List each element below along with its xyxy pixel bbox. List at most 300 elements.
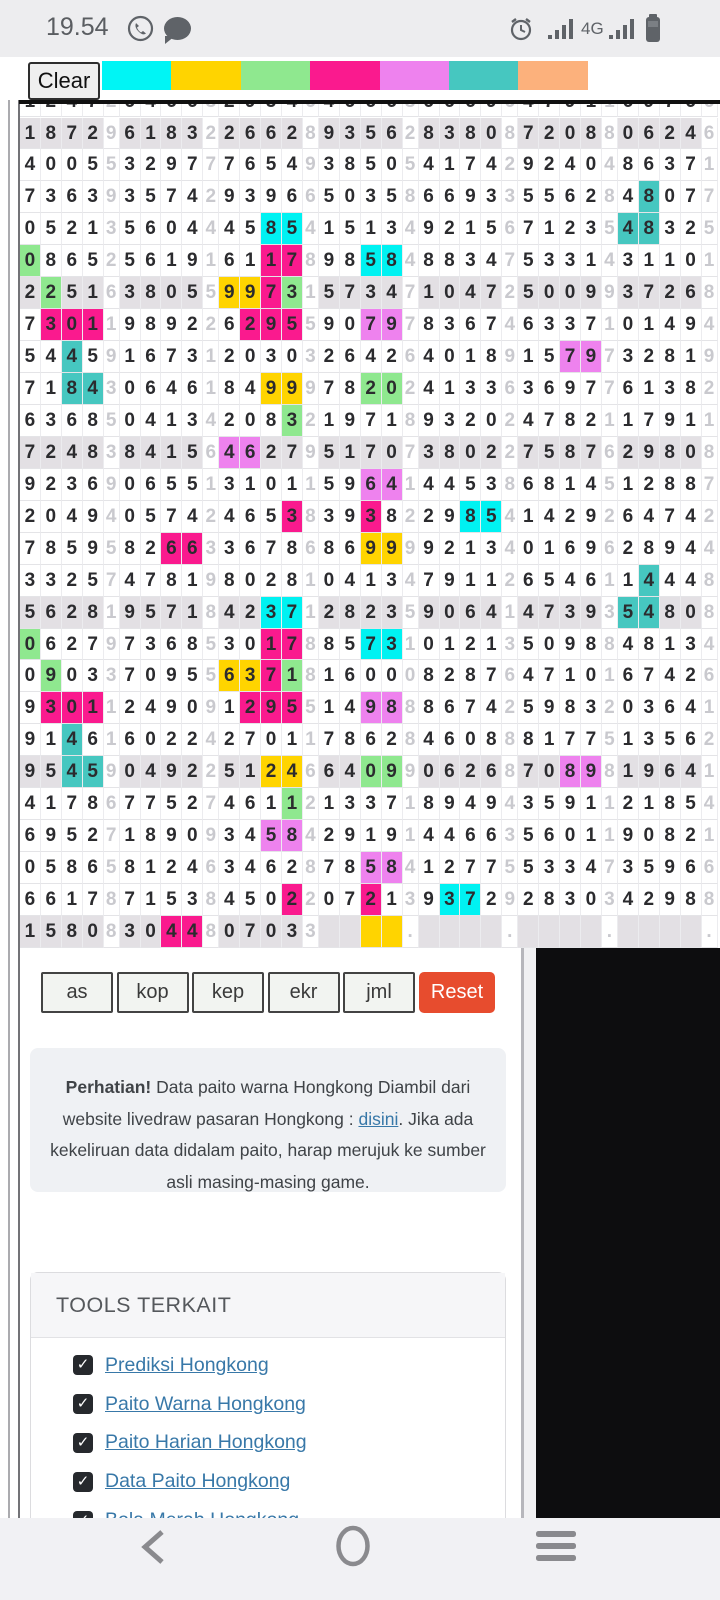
paito-digit-cell[interactable]: 6 <box>581 565 602 597</box>
paito-digit-cell[interactable]: 1 <box>618 565 639 597</box>
paito-digit-cell[interactable]: 6 <box>161 629 182 661</box>
tool-link[interactable]: Paito Warna Hongkong <box>105 1392 306 1415</box>
paito-digit-cell[interactable]: 6 <box>41 597 62 629</box>
paito-digit-cell[interactable]: 3 <box>20 565 41 597</box>
paito-digit-cell[interactable]: 5 <box>282 213 303 245</box>
paito-digit-cell[interactable]: 8 <box>261 405 282 437</box>
paito-digit-cell[interactable]: 2 <box>639 469 660 501</box>
paito-digit-cell[interactable]: 0 <box>20 213 41 245</box>
paito-digit-cell[interactable]: 1 <box>361 565 382 597</box>
paito-digit-cell[interactable]: 3 <box>182 884 203 916</box>
paito-digit-cell[interactable]: 8 <box>261 213 282 245</box>
paito-digit-cell[interactable]: 7 <box>581 373 602 405</box>
paito-digit-cell[interactable]: 8 <box>581 118 602 150</box>
paito-digit-cell[interactable]: 4 <box>83 373 104 405</box>
paito-digit-cell[interactable]: 7 <box>20 181 41 213</box>
paito-digit-cell[interactable]: 5 <box>83 565 104 597</box>
paito-digit-cell[interactable]: 7 <box>361 437 382 469</box>
paito-digit-cell[interactable]: 0 <box>581 884 602 916</box>
paito-digit-cell[interactable]: 4 <box>219 597 240 629</box>
paito-digit-cell[interactable]: 2 <box>83 118 104 150</box>
paito-digit-cell[interactable]: 8 <box>660 788 681 820</box>
paito-digit-cell[interactable]: 3 <box>361 277 382 309</box>
paito-digit-cell[interactable]: 3 <box>261 597 282 629</box>
paito-digit-cell[interactable]: 1 <box>539 213 560 245</box>
paito-digit-cell[interactable]: 4 <box>141 692 162 724</box>
paito-digit-cell[interactable]: 0 <box>340 309 361 341</box>
paito-digit-cell[interactable]: 7 <box>62 788 83 820</box>
paito-digit-cell[interactable]: 3 <box>481 533 502 565</box>
paito-digit-cell[interactable]: 2 <box>219 405 240 437</box>
paito-digit-cell[interactable]: 1 <box>319 405 340 437</box>
paito-digit-cell[interactable]: 6 <box>41 884 62 916</box>
paito-digit-cell[interactable]: 4 <box>518 405 539 437</box>
paito-digit-cell[interactable]: 9 <box>382 756 403 788</box>
paito-digit-cell[interactable]: 8 <box>581 629 602 661</box>
paito-digit-cell[interactable]: 1 <box>319 692 340 724</box>
paito-digit-cell[interactable]: 0 <box>161 277 182 309</box>
paito-digit-cell[interactable]: 8 <box>161 118 182 150</box>
paito-digit-cell[interactable] <box>382 916 403 948</box>
paito-digit-cell[interactable]: 1 <box>618 405 639 437</box>
paito-digit-cell[interactable]: 3 <box>382 565 403 597</box>
paito-digit-cell[interactable]: 4 <box>182 213 203 245</box>
paito-digit-cell[interactable]: 4 <box>618 884 639 916</box>
paito-digit-cell[interactable]: 8 <box>518 724 539 756</box>
paito-digit-cell[interactable]: 5 <box>282 692 303 724</box>
paito-digit-cell[interactable]: 8 <box>382 852 403 884</box>
paito-digit-cell[interactable]: 1 <box>319 788 340 820</box>
paito-digit-cell[interactable]: 3 <box>618 341 639 373</box>
paito-digit-cell[interactable]: 1 <box>518 341 539 373</box>
paito-digit-cell[interactable]: 2 <box>681 660 702 692</box>
paito-digit-cell[interactable]: 5 <box>660 724 681 756</box>
paito-digit-cell[interactable]: 4 <box>560 149 581 181</box>
paito-digit-cell[interactable]: 6 <box>481 756 502 788</box>
paito-digit-cell[interactable]: 5 <box>539 788 560 820</box>
paito-digit-cell[interactable]: 6 <box>83 852 104 884</box>
paito-digit-cell[interactable]: 9 <box>20 692 41 724</box>
paito-digit-cell[interactable]: 8 <box>340 724 361 756</box>
paito-digit-cell[interactable]: 7 <box>240 916 261 948</box>
paito-digit-cell[interactable]: 4 <box>62 724 83 756</box>
paito-digit-cell[interactable]: 5 <box>518 181 539 213</box>
paito-digit-cell[interactable]: 0 <box>62 309 83 341</box>
paito-digit-cell[interactable]: 5 <box>120 213 141 245</box>
paito-digit-cell[interactable]: 0 <box>560 820 581 852</box>
paito-digit-cell[interactable]: 2 <box>618 437 639 469</box>
paito-digit-cell[interactable]: 7 <box>20 437 41 469</box>
paito-digit-cell[interactable]: 6 <box>460 597 481 629</box>
paito-digit-cell[interactable]: 6 <box>261 118 282 150</box>
paito-digit-cell[interactable]: 3 <box>41 692 62 724</box>
paito-digit-cell[interactable]: 1 <box>261 629 282 661</box>
paito-digit-cell[interactable]: 0 <box>419 756 440 788</box>
paito-digit-cell[interactable] <box>361 916 382 948</box>
paito-digit-cell[interactable]: 8 <box>83 437 104 469</box>
paito-digit-cell[interactable]: 4 <box>219 213 240 245</box>
paito-digit-cell[interactable]: 8 <box>83 405 104 437</box>
paito-digit-cell[interactable]: 5 <box>83 756 104 788</box>
paito-digit-cell[interactable]: 4 <box>419 469 440 501</box>
paito-digit-cell[interactable]: 3 <box>83 181 104 213</box>
paito-digit-cell[interactable]: 1 <box>261 788 282 820</box>
paito-digit-cell[interactable]: 2 <box>62 597 83 629</box>
paito-digit-cell[interactable]: 0 <box>83 916 104 948</box>
paito-digit-cell[interactable]: 7 <box>120 660 141 692</box>
paito-digit-cell[interactable]: 0 <box>618 309 639 341</box>
paito-digit-cell[interactable]: 0 <box>681 245 702 277</box>
paito-digit-cell[interactable]: 0 <box>261 469 282 501</box>
paito-digit-cell[interactable] <box>440 916 461 948</box>
paito-digit-cell[interactable]: 2 <box>419 501 440 533</box>
paito-digit-cell[interactable]: 0 <box>419 629 440 661</box>
paito-digit-cell[interactable]: 8 <box>120 533 141 565</box>
paito-digit-cell[interactable]: 5 <box>20 597 41 629</box>
paito-digit-cell[interactable]: 1 <box>460 213 481 245</box>
paito-digit-cell[interactable]: 1 <box>182 597 203 629</box>
paito-digit-cell[interactable]: 3 <box>618 852 639 884</box>
paito-digit-cell[interactable]: 4 <box>440 469 461 501</box>
paito-digit-cell[interactable]: 5 <box>62 277 83 309</box>
paito-digit-cell[interactable]: 6 <box>62 405 83 437</box>
paito-digit-cell[interactable]: 4 <box>161 916 182 948</box>
paito-digit-cell[interactable]: 7 <box>460 884 481 916</box>
paito-digit-cell[interactable]: 4 <box>240 852 261 884</box>
paito-digit-cell[interactable]: 2 <box>161 852 182 884</box>
paito-digit-cell[interactable]: 3 <box>62 469 83 501</box>
paito-digit-cell[interactable]: 0 <box>361 660 382 692</box>
paito-digit-cell[interactable]: 3 <box>460 373 481 405</box>
paito-digit-cell[interactable]: 3 <box>282 916 303 948</box>
paito-digit-cell[interactable]: 7 <box>219 149 240 181</box>
paito-digit-cell[interactable]: 2 <box>282 884 303 916</box>
paito-digit-cell[interactable]: 8 <box>120 437 141 469</box>
paito-digit-cell[interactable]: 7 <box>518 213 539 245</box>
paito-digit-cell[interactable]: 5 <box>62 820 83 852</box>
paito-digit-cell[interactable] <box>681 916 702 948</box>
paito-digit-cell[interactable]: 3 <box>219 533 240 565</box>
paito-digit-cell[interactable]: 8 <box>382 245 403 277</box>
paito-digit-cell[interactable]: 1 <box>141 852 162 884</box>
paito-digit-cell[interactable]: 4 <box>681 118 702 150</box>
paito-digit-cell[interactable]: 7 <box>481 660 502 692</box>
paito-digit-cell[interactable]: 4 <box>618 629 639 661</box>
paito-digit-cell[interactable]: 3 <box>419 437 440 469</box>
paito-digit-cell[interactable]: 9 <box>340 405 361 437</box>
paito-digit-cell[interactable]: 3 <box>83 660 104 692</box>
paito-digit-cell[interactable]: 3 <box>440 884 461 916</box>
paito-digit-cell[interactable]: 9 <box>618 820 639 852</box>
paito-digit-cell[interactable]: 7 <box>161 341 182 373</box>
paito-digit-cell[interactable]: 9 <box>481 788 502 820</box>
paito-digit-cell[interactable]: 3 <box>319 501 340 533</box>
paito-digit-cell[interactable]: 6 <box>41 629 62 661</box>
disini-link[interactable]: disini <box>358 1108 399 1129</box>
paito-digit-cell[interactable]: 0 <box>618 692 639 724</box>
paito-digit-cell[interactable]: 9 <box>41 820 62 852</box>
paito-digit-cell[interactable]: 9 <box>120 309 141 341</box>
paito-digit-cell[interactable]: 7 <box>539 660 560 692</box>
paito-digit-cell[interactable]: 5 <box>161 884 182 916</box>
paito-digit-cell[interactable]: 1 <box>681 405 702 437</box>
paito-digit-cell[interactable]: 4 <box>660 309 681 341</box>
paito-digit-cell[interactable]: 7 <box>581 437 602 469</box>
paito-digit-cell[interactable]: 1 <box>240 245 261 277</box>
paito-digit-cell[interactable]: 4 <box>681 692 702 724</box>
paito-digit-cell[interactable]: 7 <box>639 405 660 437</box>
paito-digit-cell[interactable]: 2 <box>41 437 62 469</box>
paito-digit-cell[interactable]: 4 <box>62 756 83 788</box>
paito-digit-cell[interactable] <box>481 916 502 948</box>
paito-digit-cell[interactable]: 9 <box>382 820 403 852</box>
paito-digit-cell[interactable]: 3 <box>182 405 203 437</box>
paito-digit-cell[interactable]: 3 <box>518 373 539 405</box>
paito-digit-cell[interactable]: 1 <box>161 437 182 469</box>
paito-digit-cell[interactable]: 2 <box>681 820 702 852</box>
paito-digit-cell[interactable]: 6 <box>182 533 203 565</box>
paito-digit-cell[interactable]: 1 <box>481 629 502 661</box>
paito-digit-cell[interactable]: 8 <box>83 788 104 820</box>
paito-digit-cell[interactable]: 6 <box>141 469 162 501</box>
paito-digit-cell[interactable]: 9 <box>419 884 440 916</box>
paito-digit-cell[interactable]: 4 <box>440 820 461 852</box>
paito-digit-cell[interactable]: 7 <box>460 852 481 884</box>
paito-digit-cell[interactable]: 2 <box>440 852 461 884</box>
paito-digit-cell[interactable]: 5 <box>319 277 340 309</box>
paito-digit-cell[interactable]: 5 <box>182 277 203 309</box>
paito-digit-cell[interactable]: 8 <box>440 437 461 469</box>
paito-digit-cell[interactable]: 1 <box>319 213 340 245</box>
paito-digit-cell[interactable]: 7 <box>282 437 303 469</box>
paito-digit-cell[interactable]: 7 <box>361 309 382 341</box>
paito-digit-cell[interactable]: 5 <box>319 181 340 213</box>
paito-digit-cell[interactable]: 4 <box>182 916 203 948</box>
checked-checkbox-icon[interactable]: ✓ <box>73 1394 93 1414</box>
paito-digit-cell[interactable]: 9 <box>219 181 240 213</box>
paito-digit-cell[interactable]: 0 <box>460 724 481 756</box>
paito-digit-cell[interactable]: 8 <box>120 852 141 884</box>
color-swatch[interactable] <box>241 61 311 90</box>
paito-digit-cell[interactable]: 6 <box>340 660 361 692</box>
paito-digit-cell[interactable]: 9 <box>161 756 182 788</box>
paito-digit-cell[interactable]: 3 <box>560 597 581 629</box>
paito-digit-cell[interactable]: 2 <box>660 277 681 309</box>
paito-digit-cell[interactable]: 9 <box>660 884 681 916</box>
paito-digit-cell[interactable]: 0 <box>681 437 702 469</box>
paito-digit-cell[interactable]: 1 <box>581 245 602 277</box>
paito-digit-cell[interactable]: 5 <box>41 916 62 948</box>
paito-digit-cell[interactable]: 1 <box>518 501 539 533</box>
paito-digit-cell[interactable]: 1 <box>141 118 162 150</box>
paito-digit-cell[interactable]: 9 <box>41 660 62 692</box>
paito-digit-cell[interactable]: 7 <box>141 565 162 597</box>
paito-digit-cell[interactable]: 7 <box>361 405 382 437</box>
paito-digit-cell[interactable]: 2 <box>660 118 681 150</box>
paito-digit-cell[interactable]: 5 <box>539 181 560 213</box>
paito-digit-cell[interactable]: 7 <box>83 884 104 916</box>
paito-digit-cell[interactable]: 6 <box>440 724 461 756</box>
paito-digit-cell[interactable]: 2 <box>161 724 182 756</box>
paito-digit-cell[interactable]: 0 <box>581 149 602 181</box>
paito-digit-cell[interactable]: 0 <box>340 181 361 213</box>
paito-digit-cell[interactable]: 2 <box>319 597 340 629</box>
paito-digit-cell[interactable]: 1 <box>618 756 639 788</box>
paito-digit-cell[interactable]: 9 <box>560 629 581 661</box>
paito-digit-cell[interactable]: 9 <box>581 756 602 788</box>
paito-digit-cell[interactable]: 7 <box>560 341 581 373</box>
paito-digit-cell[interactable]: 7 <box>419 565 440 597</box>
paito-digit-cell[interactable]: 8 <box>681 469 702 501</box>
paito-digit-cell[interactable]: 4 <box>141 405 162 437</box>
paito-digit-cell[interactable]: 7 <box>460 692 481 724</box>
paito-digit-cell[interactable]: 9 <box>660 405 681 437</box>
paito-digit-cell[interactable]: 5 <box>20 341 41 373</box>
paito-digit-cell[interactable]: 8 <box>481 724 502 756</box>
paito-digit-cell[interactable]: 5 <box>161 788 182 820</box>
paito-digit-cell[interactable]: 2 <box>361 597 382 629</box>
paito-digit-cell[interactable]: 2 <box>240 597 261 629</box>
paito-digit-cell[interactable]: 7 <box>681 149 702 181</box>
paito-digit-cell[interactable]: 1 <box>660 629 681 661</box>
paito-digit-cell[interactable]: 4 <box>518 660 539 692</box>
paito-digit-cell[interactable]: 5 <box>340 629 361 661</box>
paito-digit-cell[interactable]: 4 <box>62 501 83 533</box>
paito-digit-cell[interactable]: 9 <box>20 724 41 756</box>
paito-digit-cell[interactable] <box>560 916 581 948</box>
paito-digit-cell[interactable]: 5 <box>41 213 62 245</box>
paito-digit-cell[interactable]: 8 <box>460 660 481 692</box>
paito-digit-cell[interactable]: 4 <box>219 788 240 820</box>
paito-digit-cell[interactable]: 6 <box>340 341 361 373</box>
paito-digit-cell[interactable]: 2 <box>182 724 203 756</box>
paito-digit-cell[interactable]: 0 <box>382 373 403 405</box>
paito-digit-cell[interactable]: 8 <box>62 373 83 405</box>
paito-digit-cell[interactable]: 1 <box>41 788 62 820</box>
clear-button[interactable]: Clear <box>28 62 100 100</box>
paito-digit-cell[interactable]: 6 <box>340 533 361 565</box>
paito-digit-cell[interactable]: 5 <box>518 820 539 852</box>
color-swatch[interactable] <box>518 61 588 90</box>
paito-digit-cell[interactable]: 5 <box>639 852 660 884</box>
tool-link[interactable]: Data Paito Hongkong <box>105 1470 291 1493</box>
paito-digit-cell[interactable]: 6 <box>681 852 702 884</box>
paito-digit-cell[interactable]: 5 <box>539 437 560 469</box>
paito-digit-cell[interactable]: 1 <box>120 341 141 373</box>
paito-digit-cell[interactable]: 2 <box>282 118 303 150</box>
paito-digit-cell[interactable] <box>460 916 481 948</box>
paito-digit-cell[interactable]: 7 <box>518 437 539 469</box>
paito-digit-cell[interactable]: 1 <box>62 884 83 916</box>
paito-digit-cell[interactable]: 4 <box>618 213 639 245</box>
paito-digit-cell[interactable]: 8 <box>440 245 461 277</box>
paito-digit-cell[interactable]: 3 <box>440 309 461 341</box>
paito-digit-cell[interactable]: 2 <box>560 213 581 245</box>
paito-digit-cell[interactable]: 3 <box>219 852 240 884</box>
paito-digit-cell[interactable]: 6 <box>120 118 141 150</box>
paito-digit-cell[interactable]: 0 <box>618 118 639 150</box>
paito-digit-cell[interactable]: 4 <box>681 756 702 788</box>
paito-digit-cell[interactable]: 6 <box>618 660 639 692</box>
paito-digit-cell[interactable]: 1 <box>419 852 440 884</box>
paito-digit-cell[interactable]: 4 <box>581 469 602 501</box>
paito-digit-cell[interactable]: 0 <box>460 437 481 469</box>
paito-digit-cell[interactable]: 8 <box>41 118 62 150</box>
paito-digit-cell[interactable]: 6 <box>182 373 203 405</box>
paito-digit-cell[interactable]: 9 <box>319 309 340 341</box>
paito-digit-cell[interactable]: 2 <box>261 437 282 469</box>
paito-digit-cell[interactable]: 3 <box>481 181 502 213</box>
paito-digit-cell[interactable]: 0 <box>282 341 303 373</box>
paito-digit-cell[interactable]: 6 <box>440 756 461 788</box>
paito-digit-cell[interactable]: 6 <box>20 405 41 437</box>
paito-digit-cell[interactable]: 2 <box>41 277 62 309</box>
paito-digit-cell[interactable]: 3 <box>560 245 581 277</box>
paito-digit-cell[interactable]: 7 <box>83 629 104 661</box>
paito-digit-cell[interactable]: 6 <box>618 373 639 405</box>
paito-digit-cell[interactable]: 7 <box>261 533 282 565</box>
paito-digit-cell[interactable]: 2 <box>440 533 461 565</box>
paito-digit-cell[interactable]: 1 <box>560 660 581 692</box>
paito-digit-cell[interactable]: 0 <box>141 916 162 948</box>
paito-digit-cell[interactable]: 3 <box>240 181 261 213</box>
paito-digit-cell[interactable]: 0 <box>240 565 261 597</box>
paito-digit-cell[interactable]: 6 <box>219 660 240 692</box>
paito-digit-cell[interactable]: 8 <box>340 852 361 884</box>
paito-digit-cell[interactable]: 0 <box>440 277 461 309</box>
paito-digit-cell[interactable]: 9 <box>440 565 461 597</box>
paito-digit-cell[interactable]: 4 <box>419 149 440 181</box>
paito-digit-cell[interactable]: 5 <box>240 213 261 245</box>
paito-digit-cell[interactable]: 4 <box>681 565 702 597</box>
paito-digit-cell[interactable]: 8 <box>660 820 681 852</box>
paito-digit-cell[interactable]: 6 <box>319 756 340 788</box>
paito-digit-cell[interactable]: 5 <box>240 884 261 916</box>
paito-digit-cell[interactable]: 6 <box>20 820 41 852</box>
paito-digit-cell[interactable]: 0 <box>141 660 162 692</box>
paito-digit-cell[interactable]: 4 <box>382 277 403 309</box>
paito-digit-cell[interactable]: 1 <box>460 565 481 597</box>
paito-digit-cell[interactable]: 7 <box>481 852 502 884</box>
paito-digit-cell[interactable]: 2 <box>219 341 240 373</box>
paito-digit-cell[interactable]: 2 <box>539 118 560 150</box>
paito-digit-cell[interactable]: 2 <box>319 341 340 373</box>
paito-digit-cell[interactable]: 3 <box>560 884 581 916</box>
paito-digit-cell[interactable]: 6 <box>240 149 261 181</box>
paito-digit-cell[interactable]: 6 <box>83 724 104 756</box>
scrollbar-track[interactable] <box>524 948 536 1518</box>
paito-digit-cell[interactable]: 1 <box>20 916 41 948</box>
paito-digit-cell[interactable]: 2 <box>182 788 203 820</box>
paito-digit-cell[interactable]: 7 <box>161 597 182 629</box>
paito-digit-cell[interactable]: 0 <box>240 341 261 373</box>
paito-digit-cell[interactable]: 6 <box>83 469 104 501</box>
paito-digit-cell[interactable]: 3 <box>141 629 162 661</box>
paito-digit-cell[interactable]: 3 <box>560 852 581 884</box>
paito-digit-cell[interactable]: 0 <box>120 501 141 533</box>
paito-digit-cell[interactable]: 6 <box>440 181 461 213</box>
paito-digit-cell[interactable]: 2 <box>460 756 481 788</box>
paito-digit-cell[interactable]: 3 <box>340 118 361 150</box>
paito-digit-cell[interactable]: 0 <box>20 660 41 692</box>
paito-digit-cell[interactable]: 3 <box>660 149 681 181</box>
paito-digit-cell[interactable]: 8 <box>141 309 162 341</box>
paito-digit-cell[interactable]: 9 <box>282 373 303 405</box>
paito-digit-cell[interactable]: 5 <box>539 341 560 373</box>
paito-digit-cell[interactable]: 5 <box>141 501 162 533</box>
paito-digit-cell[interactable]: 4 <box>382 469 403 501</box>
paito-digit-cell[interactable]: 2 <box>382 341 403 373</box>
